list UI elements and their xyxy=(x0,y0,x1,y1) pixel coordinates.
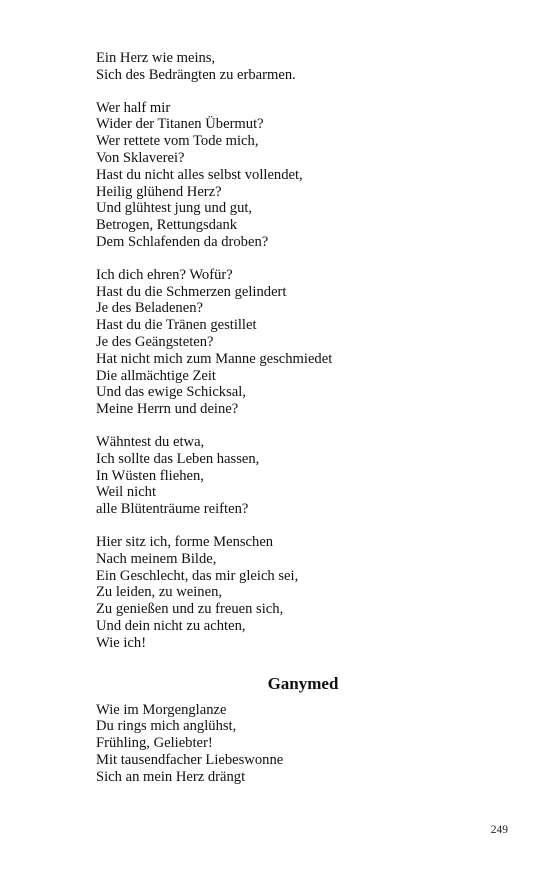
page-number: 249 xyxy=(490,824,508,836)
poem-line: Wie ich! xyxy=(96,634,147,651)
poem-title: Ganymed xyxy=(267,673,339,693)
poem-line: Heilig glühend Herz? xyxy=(96,183,222,200)
poem-line: Wähntest du etwa, xyxy=(96,433,205,450)
stanza xyxy=(96,100,506,251)
stanza xyxy=(96,267,506,418)
poem-line: Wer half mir xyxy=(96,99,171,116)
poem-line: In Wüsten fliehen, xyxy=(96,467,204,484)
poem-line: Dem Schlafenden da droben? xyxy=(96,233,269,250)
poem-line: Sich an mein Herz drängt xyxy=(96,768,246,785)
page-content xyxy=(96,50,506,801)
poem-line: Meine Herrn und deine? xyxy=(96,401,239,418)
poem-line: Zu leiden, zu weinen, xyxy=(96,584,223,601)
poem-line: Weil nicht xyxy=(96,484,157,501)
poem-line: Ich dich ehren? Wofür? xyxy=(96,266,233,283)
poem-line: Die allmächtige Zeit xyxy=(96,367,216,384)
poem-line: alle Blütenträume reiften? xyxy=(96,501,249,518)
poem-line: Sich des Bedrängten zu erbarmen. xyxy=(96,66,296,83)
ganymed-poem xyxy=(96,674,506,786)
stanza xyxy=(96,50,506,84)
poem-line: Nach meinem Bilde, xyxy=(96,550,217,567)
poem-line: Und das ewige Schicksal, xyxy=(96,384,246,401)
stanza xyxy=(96,434,506,518)
poem-line: Hat nicht mich zum Manne geschmiedet xyxy=(96,350,333,367)
poem-line: Hast du die Tränen gestillet xyxy=(96,317,257,334)
poem-line: Wer rettete vom Tode mich, xyxy=(96,133,259,150)
poem-line: Von Sklaverei? xyxy=(96,149,185,166)
prometheus-poem-ending xyxy=(96,50,506,652)
poem-line: Und glühtest jung und gut, xyxy=(96,200,253,217)
poem-line: Ein Geschlecht, das mir gleich sei, xyxy=(96,567,299,584)
poem-line: Wie im Morgenglanze xyxy=(96,701,227,718)
stanza xyxy=(96,702,506,786)
poem-line: Je des Geängsteten? xyxy=(96,333,214,350)
poem-line: Je des Beladenen? xyxy=(96,300,203,317)
poem-line: Hier sitz ich, forme Menschen xyxy=(96,533,274,550)
poem-line: Ein Herz wie meins, xyxy=(96,50,216,66)
poem-line: Hast du nicht alles selbst vollendet, xyxy=(96,166,303,183)
poem-line: Und dein nicht zu achten, xyxy=(96,617,246,634)
poem-line: Du rings mich anglühst, xyxy=(96,718,237,735)
stanza xyxy=(96,534,506,652)
poem-line: Zu genießen und zu freuen sich, xyxy=(96,601,284,618)
poem-line: Hast du die Schmerzen gelindert xyxy=(96,283,287,300)
poem-line: Mit tausendfacher Liebeswonne xyxy=(96,751,284,768)
poem-line: Frühling, Geliebter! xyxy=(96,735,213,752)
poem-line: Wider der Titanen Übermut? xyxy=(96,116,264,133)
poem-line: Ich sollte das Leben hassen, xyxy=(96,450,260,467)
poem-line: Betrogen, Rettungsdank xyxy=(96,217,238,234)
